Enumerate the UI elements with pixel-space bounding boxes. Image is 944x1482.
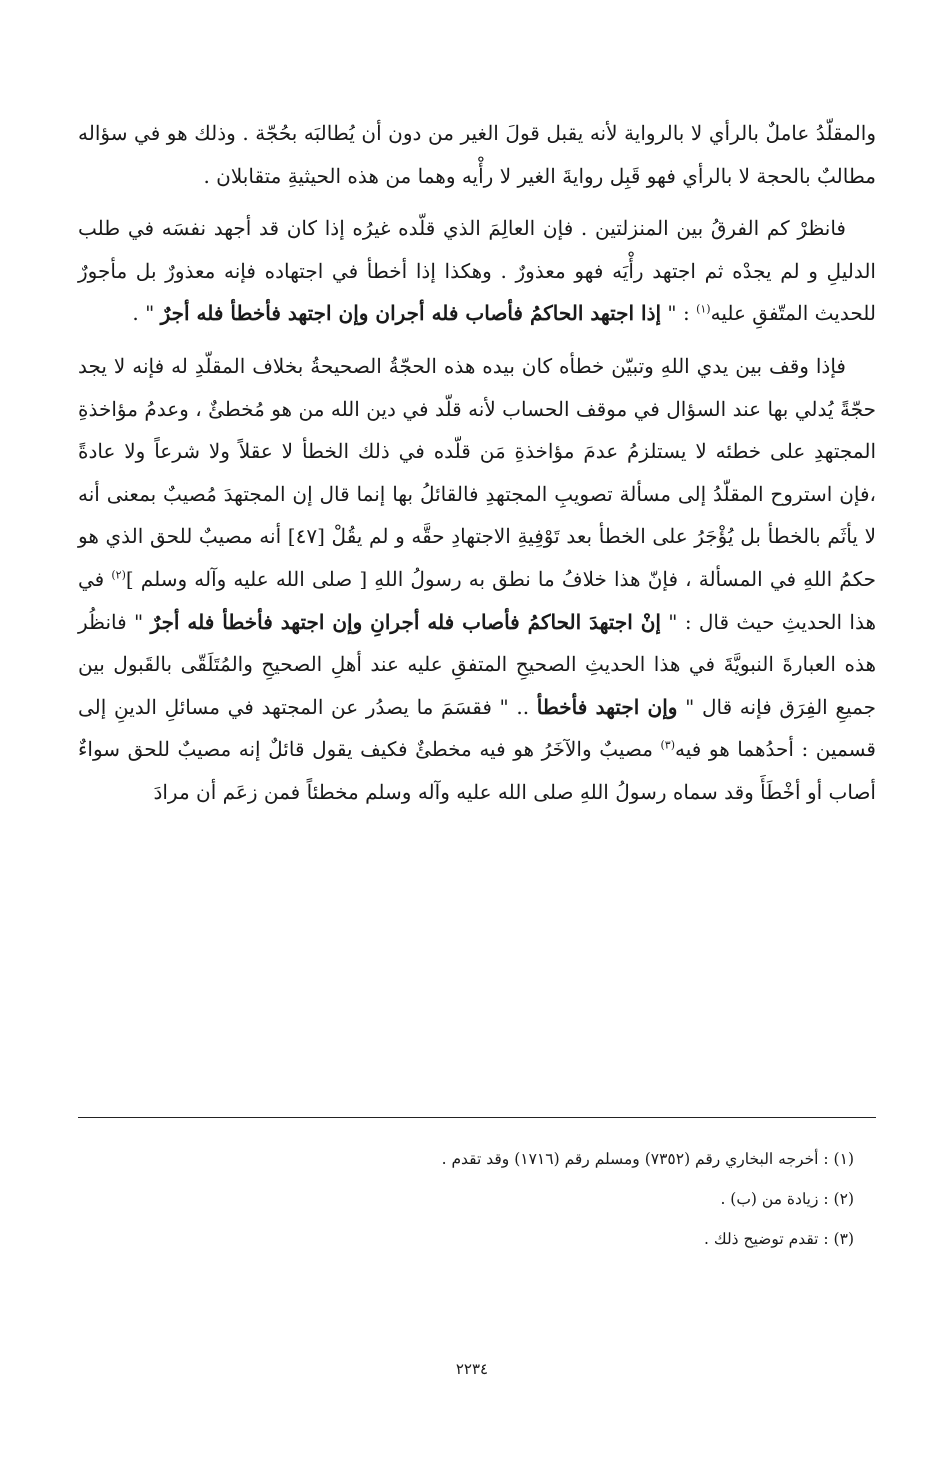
page-body xyxy=(78,112,876,814)
paragraph-3-text-a: فإذا وقف بين يدي اللهِ وتبيّن خطأه كان بيده هذه الحجّةُ الصحيحةُ بخلاف المقلّدِ له فإنه لا يجد حجّةً يُدلي بها عند السؤال في موقف الحساب لأنه قلّد في دين الله من هو مُخطئٌ ، وعدمُ مؤاخذةِ المجتهدِ على خطئه لا يستلزمُ عدمَ مؤاخذةِ مَن قلّده في ذلك الخطأ لا عقلاً ولا شرعاً ولا عادةً ،فإن استروح المقلّدُ إلى مسألة تصويبِ المجتهدِ فالقائلُ بها إنما قال إن المجتهدَ مُصيبٌ بمعنى أنه لا يأثَم بالخطأ بل يُؤْجَرُ على الخطأ بعد تَوْفِيةِ الاجتهادِ حقَّه و لم يقُلْ [٤٧] أنه مصيبٌ للحق الذي هو حكمُ اللهِ في المسألة ، فإنّ هذا خلافُ ما نطق به رسولُ اللهِ [ صلى الله عليه وآله وسلم ] xyxy=(78,353,877,591)
footnote-divider xyxy=(78,1117,876,1118)
page-number: ٢٢٣٤ xyxy=(455,1360,489,1378)
paragraph-3 xyxy=(78,345,876,814)
main-text xyxy=(78,112,876,814)
paragraph-1-text: والمقلّدُ عاملٌ بالرأي لا بالرواية لأنه يقبل قولَ الغير من دون أن يُطالبَه بحُجّة . وذلك هو في سؤاله مطالبٌ بالحجة لا بالرأي فهو قَبِل روايةَ الغير لا رأْيه وهما من هذه الحيثيةِ متقابلان . xyxy=(78,121,876,188)
quote-open: : " xyxy=(661,301,697,326)
paragraph-3-text-b: في هذا الحديثِ حيث قال : " xyxy=(78,566,876,634)
paragraph-2-text: فانظرْ كم الفرقُ بين المنزلتين . فإن العالِمَ الذي قلّده غيرُه إذا كان قد أجهد نفسَه في طلب الدليلِ و لم يجدْه ثم اجتهد رأْيَه فهو معذورٌ . وهكذا إذا أخطأ في اجتهاده فإنه معذورٌ بل مأجورٌ للحديث المتّفقِ عليه xyxy=(78,216,876,326)
paragraph-2 xyxy=(78,207,876,335)
footnote-ref-2: (٢) xyxy=(111,568,126,582)
hadith-quote: إذا اجتهد الحاكمُ فأصاب فله أجران وإن اجتهد فأخطأ فله أجرٌ xyxy=(160,301,662,326)
footnote-1: (١) : أخرجه البخاري رقم (٧٣٥٢) ومسلم رقم (١٧١٦) وقد تقدم . xyxy=(441,1150,854,1168)
paragraph-3-text-e: مصيبٌ والآخَرُ هو فيه مخطئٌ فكيف يقول قائلٌ إنه مصيبٌ للحق سواءٌ أصاب أو أخْطَأَ وقد سماه رسولُ اللهِ صلى الله عليه وآله وسلم مخطئاً فمن زعَم أن مرادَ xyxy=(78,737,876,804)
footnote-3: (٣) : تقدم توضيح ذلك . xyxy=(704,1230,854,1248)
hadith-quote-3: وإن اجتهد فأخطأ xyxy=(536,694,678,719)
footnotes xyxy=(78,1139,854,1259)
footnote-ref-3: (٣) xyxy=(660,738,675,752)
hadith-quote-2: إنْ اجتهدَ الحاكمُ فأصاب فله أجرانِ وإن اجتهد فأخطأ فله أجرٌ xyxy=(150,609,661,634)
footnote-2: (٢) : زيادة من (ب) . xyxy=(720,1190,854,1208)
paragraph-3-text-c: " فانظُر هذه العبارةَ النبويَّةَ في هذا الحديثِ الصحيحِ المتفقِ عليه عند أهلِ الصحيحِ والمُتَلَقّى بالقَبول بين جميعِ الفِرَق فإنه قال " xyxy=(78,609,877,719)
paragraph-3-text-d: .. " فقسَمَ ما يصدُر عن المجتهد في مسائلِ الدينِ إلى قسمين : أحدُهما هو فيه xyxy=(78,694,876,762)
quote-close: " . xyxy=(132,301,161,326)
paragraph-1 xyxy=(78,112,876,197)
footnote-ref-1: (١) xyxy=(696,302,711,316)
